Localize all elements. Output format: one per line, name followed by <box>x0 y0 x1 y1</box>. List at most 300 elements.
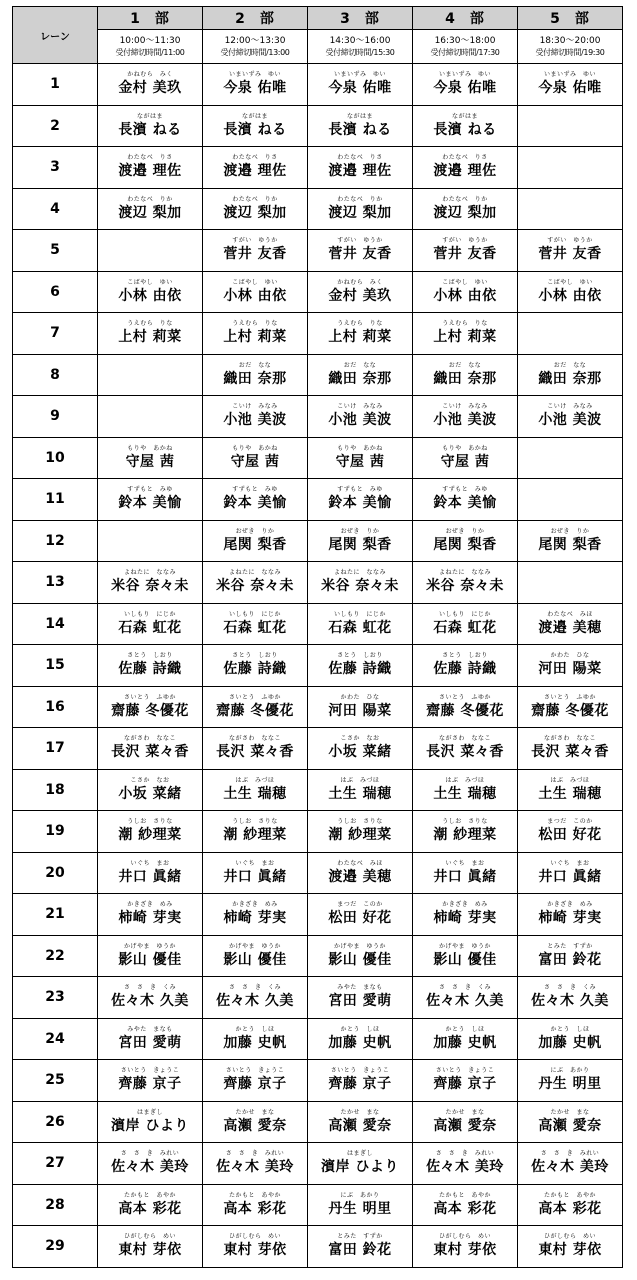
member-furigana: かきざき めみ <box>232 901 278 909</box>
member-kanji: 守屋 茜 <box>230 453 280 470</box>
lane-number: 9 <box>13 396 98 438</box>
member-cell <box>203 271 308 313</box>
member-cell <box>98 1060 203 1102</box>
member-kanji: 鈴本 美愉 <box>118 495 182 512</box>
member-cell <box>518 894 623 936</box>
member-kanji: 渡邉 理佐 <box>223 163 287 180</box>
member-furigana: ながはま <box>136 112 163 120</box>
member-cell <box>203 479 308 521</box>
member-name <box>328 861 391 884</box>
member-cell <box>518 105 623 147</box>
member-cell <box>308 603 413 645</box>
member-name <box>223 1068 286 1091</box>
member-name <box>328 529 391 552</box>
member-furigana: かねむら みく <box>127 71 173 79</box>
member-kanji: 長沢 菜々香 <box>216 744 294 761</box>
member-kanji: 小池 美波 <box>223 412 287 429</box>
member-kanji: 加藤 史帆 <box>328 1034 392 1051</box>
member-cell <box>308 1018 413 1060</box>
member-name <box>531 1151 609 1174</box>
member-cell <box>308 271 413 313</box>
member-kanji: 高本 彩花 <box>433 1200 497 1217</box>
member-name <box>328 902 391 925</box>
member-furigana: よねたに ななみ <box>438 569 491 577</box>
member-cell <box>203 230 308 272</box>
member-furigana: おだ なな <box>448 361 482 369</box>
member-cell <box>518 686 623 728</box>
table-row <box>13 1184 623 1226</box>
member-name <box>538 1234 601 1257</box>
member-kanji: 高瀬 愛奈 <box>538 1117 602 1134</box>
member-name <box>118 321 181 344</box>
member-furigana: わたなべ りさ <box>232 154 278 162</box>
member-furigana: おぜき りか <box>550 527 590 535</box>
table-row <box>13 645 623 687</box>
member-kanji: 加藤 史帆 <box>223 1034 287 1051</box>
member-kanji: 長濱 ねる <box>118 121 182 138</box>
table-row <box>13 437 623 479</box>
member-name <box>538 1027 601 1050</box>
member-cell <box>98 894 203 936</box>
member-name <box>538 778 601 801</box>
member-cell <box>308 894 413 936</box>
member-furigana: すずもと みゆ <box>232 486 278 494</box>
member-furigana: わたなべ みほ <box>547 610 593 618</box>
member-kanji: 井口 眞緒 <box>223 868 287 885</box>
member-kanji: 米谷 奈々未 <box>111 578 189 595</box>
member-kanji: 今泉 佑唯 <box>433 80 497 97</box>
member-name <box>216 985 294 1008</box>
member-kanji: 影山 優佳 <box>328 951 392 968</box>
part-4-header <box>413 7 518 30</box>
member-furigana: さ さ き くみ <box>543 984 596 992</box>
member-kanji: 加藤 史帆 <box>538 1034 602 1051</box>
member-kanji: 金村 美玖 <box>118 80 182 97</box>
member-furigana: いぐち まお <box>550 859 590 867</box>
member-cell <box>413 894 518 936</box>
member-name <box>328 819 391 842</box>
member-kanji: 高瀬 愛奈 <box>223 1117 287 1134</box>
member-kanji: 宮田 愛萌 <box>328 993 392 1010</box>
member-furigana: いぐち まお <box>130 859 170 867</box>
member-cell <box>308 811 413 853</box>
part-unit: 部 <box>364 11 380 27</box>
part-unit: 部 <box>154 11 170 27</box>
member-furigana: うしお さりな <box>127 818 173 826</box>
member-furigana: まつだ このか <box>337 901 383 909</box>
lane-number: 17 <box>13 728 98 770</box>
member-furigana: いしもり にじか <box>228 610 281 618</box>
table-row <box>13 686 623 728</box>
member-cell <box>203 354 308 396</box>
member-cell <box>518 811 623 853</box>
member-kanji: 長沢 菜々香 <box>111 744 189 761</box>
member-kanji: 土生 瑞穂 <box>538 785 602 802</box>
member-name <box>223 944 286 967</box>
lane-number: 24 <box>13 1018 98 1060</box>
member-kanji: 土生 瑞穂 <box>328 785 392 802</box>
member-cell <box>203 1101 308 1143</box>
member-cell <box>98 645 203 687</box>
table-row <box>13 1060 623 1102</box>
part-number: 5 <box>550 11 561 27</box>
member-kanji: 佐々木 久美 <box>111 993 189 1010</box>
member-furigana: ながさわ ななこ <box>543 735 596 743</box>
member-name <box>328 1234 391 1257</box>
member-name <box>118 114 181 137</box>
member-cell <box>203 977 308 1019</box>
member-cell <box>308 562 413 604</box>
member-furigana: ながさわ ななこ <box>228 735 281 743</box>
member-name <box>531 985 609 1008</box>
lane-number: 27 <box>13 1143 98 1185</box>
member-name <box>118 902 181 925</box>
member-furigana: いしもり にじか <box>123 610 176 618</box>
member-name <box>118 778 181 801</box>
member-name <box>426 985 504 1008</box>
member-name <box>433 404 496 427</box>
member-name <box>538 1068 601 1091</box>
part-2-time <box>203 30 308 64</box>
member-name <box>538 238 601 261</box>
member-furigana: さ さ き くみ <box>123 984 176 992</box>
member-cell <box>413 852 518 894</box>
member-kanji: 小池 美波 <box>328 412 392 429</box>
time-range: 14:30～16:00 <box>329 35 391 46</box>
member-furigana: かげやま ゆうか <box>228 942 281 950</box>
member-cell <box>203 603 308 645</box>
member-kanji: 丹生 明里 <box>538 1076 602 1093</box>
member-cell <box>518 396 623 438</box>
member-name <box>328 487 391 510</box>
member-name <box>538 529 601 552</box>
member-name <box>538 1110 601 1133</box>
member-kanji: 織田 奈那 <box>328 370 392 387</box>
member-kanji: 宮田 愛萌 <box>118 1034 182 1051</box>
member-name <box>336 446 385 469</box>
member-furigana: かきざき めみ <box>127 901 173 909</box>
member-kanji: 富田 鈴花 <box>328 1242 392 1259</box>
member-cell <box>413 1226 518 1268</box>
member-cell <box>203 852 308 894</box>
member-cell <box>413 188 518 230</box>
member-name <box>328 695 391 718</box>
member-furigana: おぜき りか <box>340 527 380 535</box>
member-kanji: 高本 彩花 <box>538 1200 602 1217</box>
part-1-time <box>98 30 203 64</box>
member-name <box>223 1234 286 1257</box>
member-cell <box>413 354 518 396</box>
member-name <box>328 1068 391 1091</box>
member-cell <box>518 64 623 106</box>
member-kanji: 鈴本 美愉 <box>328 495 392 512</box>
member-cell <box>308 479 413 521</box>
member-kanji: 齊藤 京子 <box>328 1076 392 1093</box>
member-name <box>223 238 286 261</box>
member-cell <box>518 603 623 645</box>
member-cell <box>98 230 203 272</box>
member-furigana: はぶ みづほ <box>340 776 380 784</box>
member-cell <box>518 1226 623 1268</box>
lane-number: 7 <box>13 313 98 355</box>
member-cell <box>308 1226 413 1268</box>
member-cell <box>98 147 203 189</box>
member-name <box>111 1151 189 1174</box>
member-cell <box>308 354 413 396</box>
member-furigana: かとう しほ <box>550 1025 590 1033</box>
member-kanji: 渡辺 梨加 <box>223 204 287 221</box>
table-row <box>13 728 623 770</box>
member-furigana: おだ なな <box>238 361 272 369</box>
member-furigana: たかもと あやか <box>228 1191 281 1199</box>
member-cell <box>98 105 203 147</box>
member-name <box>433 1068 496 1091</box>
member-kanji: 佐々木 久美 <box>531 993 609 1010</box>
member-name <box>328 114 391 137</box>
member-name <box>223 155 286 178</box>
member-name <box>328 1110 391 1133</box>
member-kanji: 齋藤 冬優花 <box>531 702 609 719</box>
member-kanji: 柿崎 芽実 <box>118 910 182 927</box>
member-kanji: 高本 彩花 <box>118 1200 182 1217</box>
member-kanji: 佐藤 詩織 <box>118 661 182 678</box>
member-kanji: 佐々木 久美 <box>426 993 504 1010</box>
member-kanji: 小林 由依 <box>433 287 497 304</box>
table-row <box>13 562 623 604</box>
table-row <box>13 313 623 355</box>
member-name <box>111 695 189 718</box>
member-kanji: 守屋 茜 <box>125 453 175 470</box>
member-cell <box>98 811 203 853</box>
member-kanji: 河田 陽菜 <box>538 661 602 678</box>
deadline: 受付締切時間/13:00 <box>220 47 290 57</box>
member-furigana: わたなべ みほ <box>337 859 383 867</box>
member-furigana: さ さ き みれい <box>540 1150 600 1158</box>
member-kanji: 小林 由依 <box>118 287 182 304</box>
member-name <box>111 570 189 593</box>
member-cell <box>413 686 518 728</box>
member-cell <box>203 1143 308 1185</box>
member-name <box>433 155 496 178</box>
member-furigana: わたなべ りか <box>337 195 383 203</box>
member-cell <box>98 313 203 355</box>
member-kanji: 濱岸 ひより <box>111 1117 189 1134</box>
member-furigana: たかせ まな <box>550 1108 590 1116</box>
member-kanji: 渡邉 美穂 <box>328 868 392 885</box>
member-furigana: かげやま ゆうか <box>438 942 491 950</box>
member-furigana: さ さ き みれい <box>435 1150 495 1158</box>
member-kanji: 井口 眞緒 <box>538 868 602 885</box>
member-cell <box>518 479 623 521</box>
member-name <box>426 695 504 718</box>
part-3-time <box>308 30 413 64</box>
member-furigana: かきざき めみ <box>547 901 593 909</box>
member-kanji: 佐々木 美玲 <box>216 1159 294 1176</box>
member-kanji: 潮 紗理菜 <box>223 827 287 844</box>
member-furigana: いまいずみ ゆい <box>438 71 491 79</box>
member-furigana: さ さ き くみ <box>228 984 281 992</box>
member-furigana: とみた すずか <box>547 942 593 950</box>
lane-number: 15 <box>13 645 98 687</box>
member-furigana: みやた まなも <box>127 1025 173 1033</box>
member-furigana: もりや あかね <box>442 444 488 452</box>
lane-number: 22 <box>13 935 98 977</box>
member-name <box>538 653 601 676</box>
member-furigana: わたなべ りさ <box>337 154 383 162</box>
member-kanji: 米谷 奈々未 <box>321 578 399 595</box>
member-furigana: すずもと みゆ <box>127 486 173 494</box>
member-kanji: 潮 紗理菜 <box>433 827 497 844</box>
member-cell <box>413 728 518 770</box>
member-name <box>111 985 189 1008</box>
part-4-time <box>413 30 518 64</box>
member-furigana: かげやま ゆうか <box>123 942 176 950</box>
member-name <box>126 446 175 469</box>
member-cell <box>413 811 518 853</box>
member-cell <box>203 811 308 853</box>
member-name <box>223 902 286 925</box>
member-name <box>118 861 181 884</box>
member-kanji: 石森 虹花 <box>328 619 392 636</box>
member-furigana: おぜき りか <box>235 527 275 535</box>
member-cell <box>413 1184 518 1226</box>
table-row <box>13 935 623 977</box>
member-furigana: おだ なな <box>343 361 377 369</box>
member-name <box>538 1193 601 1216</box>
header-row-parts <box>13 7 623 30</box>
member-kanji: 菅井 友香 <box>223 246 287 263</box>
member-furigana: さ さ き くみ <box>438 984 491 992</box>
member-furigana: かねむら みく <box>337 278 383 286</box>
table-row <box>13 479 623 521</box>
member-furigana: たかせ まな <box>445 1108 485 1116</box>
member-cell <box>518 271 623 313</box>
table-row <box>13 354 623 396</box>
member-name <box>216 1151 294 1174</box>
member-furigana: こばやし ゆい <box>442 278 488 286</box>
lane-number: 13 <box>13 562 98 604</box>
member-name <box>328 197 391 220</box>
member-furigana: ながはま <box>451 112 478 120</box>
member-kanji: 加藤 史帆 <box>433 1034 497 1051</box>
member-name <box>538 612 601 635</box>
member-furigana: ひがしむら めい <box>123 1233 176 1241</box>
member-cell <box>203 520 308 562</box>
member-name <box>216 736 294 759</box>
member-cell <box>518 520 623 562</box>
member-kanji: 小池 美波 <box>538 412 602 429</box>
part-5-time <box>518 30 623 64</box>
member-kanji: 齊藤 京子 <box>433 1076 497 1093</box>
table-row <box>13 811 623 853</box>
member-name <box>328 612 391 635</box>
table-row <box>13 188 623 230</box>
member-kanji: 齋藤 冬優花 <box>111 702 189 719</box>
member-cell <box>98 188 203 230</box>
member-cell <box>413 437 518 479</box>
table-row <box>13 769 623 811</box>
deadline: 受付締切時間/11:00 <box>115 47 185 57</box>
member-kanji: 柿崎 芽実 <box>223 910 287 927</box>
member-name <box>223 778 286 801</box>
member-furigana: いまいずみ ゆい <box>333 71 386 79</box>
lane-number: 21 <box>13 894 98 936</box>
lane-number: 26 <box>13 1101 98 1143</box>
member-cell <box>413 1018 518 1060</box>
part-number: 3 <box>340 11 351 27</box>
member-cell <box>203 728 308 770</box>
table-row <box>13 852 623 894</box>
member-cell <box>413 271 518 313</box>
lane-number: 29 <box>13 1226 98 1268</box>
member-cell <box>308 396 413 438</box>
member-cell <box>203 188 308 230</box>
time-range: 12:00～13:30 <box>224 35 286 46</box>
member-name <box>433 238 496 261</box>
member-cell <box>308 105 413 147</box>
member-cell <box>203 437 308 479</box>
member-furigana: はぶ みづほ <box>550 776 590 784</box>
member-kanji: 尾関 梨香 <box>538 536 602 553</box>
member-name <box>223 1027 286 1050</box>
member-name <box>538 280 601 303</box>
member-kanji: 織田 奈那 <box>538 370 602 387</box>
member-furigana: うえむら りな <box>127 320 173 328</box>
table-row <box>13 1226 623 1268</box>
member-furigana: さいとう ふゆか <box>438 693 491 701</box>
member-cell <box>203 1060 308 1102</box>
member-kanji: 齋藤 冬優花 <box>426 702 504 719</box>
deadline: 受付締切時間/17:30 <box>430 47 500 57</box>
member-cell <box>98 977 203 1019</box>
lane-number: 1 <box>13 64 98 106</box>
member-kanji: 尾関 梨香 <box>328 536 392 553</box>
member-cell <box>308 935 413 977</box>
member-cell <box>98 64 203 106</box>
member-kanji: 東村 芽依 <box>118 1242 182 1259</box>
table-row <box>13 603 623 645</box>
member-furigana: よねたに ななみ <box>228 569 281 577</box>
member-furigana: うしお さりな <box>232 818 278 826</box>
member-kanji: 小林 由依 <box>538 287 602 304</box>
lane-number: 25 <box>13 1060 98 1102</box>
member-cell <box>203 645 308 687</box>
member-furigana: かわた ひな <box>550 652 590 660</box>
table-header <box>13 7 623 64</box>
member-name <box>328 280 391 303</box>
member-furigana: わたなべ りか <box>232 195 278 203</box>
member-name <box>111 1110 189 1133</box>
member-cell <box>203 935 308 977</box>
member-kanji: 影山 優佳 <box>223 951 287 968</box>
member-furigana: たかもと あやか <box>438 1191 491 1199</box>
member-cell <box>203 64 308 106</box>
member-furigana: ひがしむら めい <box>543 1233 596 1241</box>
member-name <box>118 197 181 220</box>
member-kanji: 松田 好花 <box>538 827 602 844</box>
member-furigana: うしお さりな <box>337 818 383 826</box>
member-furigana: うえむら りな <box>337 320 383 328</box>
member-cell <box>203 147 308 189</box>
member-name <box>531 736 609 759</box>
member-cell <box>308 230 413 272</box>
member-furigana: さとう しおり <box>337 652 383 660</box>
member-cell <box>413 1143 518 1185</box>
member-kanji: 上村 莉菜 <box>328 329 392 346</box>
member-name <box>223 197 286 220</box>
member-cell <box>203 1018 308 1060</box>
member-cell <box>413 1060 518 1102</box>
